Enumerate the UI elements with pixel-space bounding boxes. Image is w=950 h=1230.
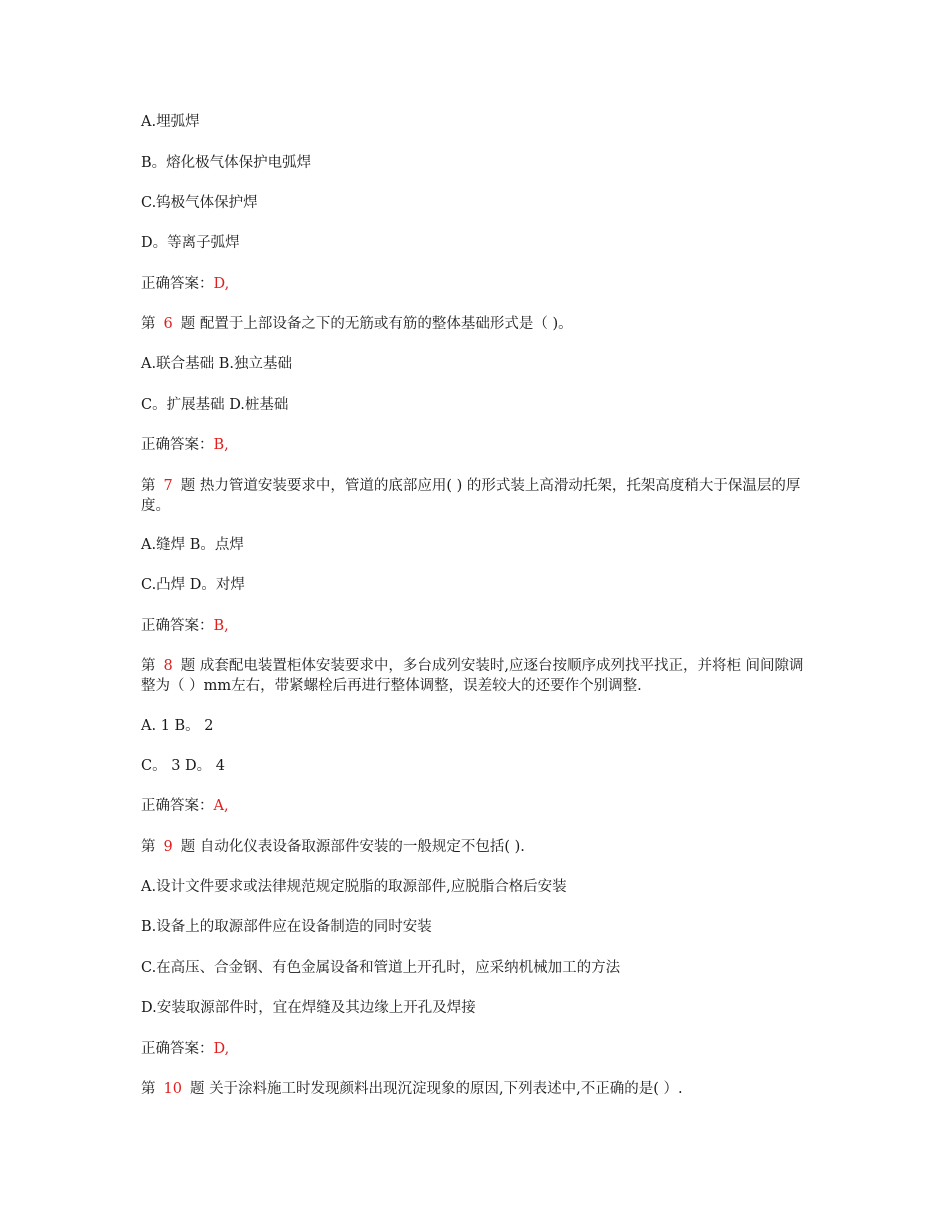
q7-number: 7 <box>163 478 173 494</box>
q5-option-a: A.埋弧焊 <box>141 114 200 130</box>
q9-option-a: A.设计文件要求或法律规范规定脱脂的取源部件,应脱脂合格后安装 <box>141 879 567 895</box>
q5-option-d: D。等离子弧焊 <box>141 235 240 251</box>
q9-option-b: B.设备上的取源部件应在设备制造的同时安装 <box>141 919 432 935</box>
q-suffix: 题 <box>180 316 196 332</box>
q9-heading <box>141 837 821 857</box>
q7-options-ab: A.缝焊 B。点焊 <box>141 537 244 553</box>
q8-options-ab: A. 1 B。 2 <box>141 718 214 734</box>
q8-number: 8 <box>163 658 173 674</box>
answer-label: 正确答案： <box>141 437 214 453</box>
q-suffix: 题 <box>180 478 196 494</box>
q6-options-ab: A.联合基础 B.独立基础 <box>141 356 292 372</box>
q10-number: 10 <box>163 1081 182 1097</box>
q6-text: 配置于上部设备之下的无筋或有筋的整体基础形式是（ )。 <box>199 316 573 332</box>
q9-option-d: D.安装取源部件时，宜在焊缝及其边缘上开孔及焊接 <box>141 1000 476 1016</box>
q6-answer <box>141 435 821 455</box>
answer-label: 正确答案： <box>141 276 214 292</box>
q9-text: 自动化仪表设备取源部件安装的一般规定不包括( ). <box>199 839 525 855</box>
q5-answer <box>141 274 821 294</box>
q10-heading <box>141 1079 821 1099</box>
q7-text: 热力管道安装要求中，管道的底部应用( ) 的形式装上高滑动托架，托架高度稍大于保温层的厚度。 <box>141 478 801 514</box>
q-suffix: 题 <box>189 1081 205 1097</box>
q-prefix: 第 <box>141 1081 156 1097</box>
q5-option-b: B。熔化极气体保护电弧焊 <box>141 155 312 171</box>
answer-label: 正确答案： <box>141 798 214 814</box>
q-suffix: 题 <box>180 839 196 855</box>
q8-text: 成套配电装置柜体安装要求中，多台成列安装时,应逐台按顺序成列找平找正，并将柜 间间隙调整为（ ）mm左右，带紧螺栓后再进行整体调整，误差较大的还要作个别调整. <box>141 658 804 694</box>
q7-options-cd: C.凸焊 D。对焊 <box>141 577 245 593</box>
q9-number: 9 <box>163 839 173 855</box>
q6-heading <box>141 314 821 334</box>
q6-options-cd: C。扩展基础 D.桩基础 <box>141 397 289 413</box>
q9-answer <box>141 1039 821 1059</box>
q10-text: 关于涂料施工时发现颜料出现沉淀现象的原因,下列表述中,不正确的是( ）. <box>209 1081 683 1097</box>
q-prefix: 第 <box>141 478 156 494</box>
q7-answer <box>141 616 821 636</box>
answer-value: B, <box>213 618 229 634</box>
q-prefix: 第 <box>141 316 156 332</box>
answer-value: A, <box>213 798 229 814</box>
answer-value: D, <box>213 1041 230 1057</box>
answer-value: D, <box>213 276 230 292</box>
q8-answer <box>141 796 821 816</box>
answer-value: B, <box>213 437 229 453</box>
q8-heading <box>141 656 811 696</box>
q8-options-cd: C。 3 D。 4 <box>141 758 225 774</box>
q7-heading <box>141 476 811 516</box>
q-prefix: 第 <box>141 839 156 855</box>
q-prefix: 第 <box>141 658 156 674</box>
q9-option-c: C.在高压、合金钢、有色金属设备和管道上开孔时，应采纳机械加工的方法 <box>141 960 621 976</box>
answer-label: 正确答案： <box>141 1041 214 1057</box>
q5-option-c: C.钨极气体保护焊 <box>141 195 258 211</box>
q6-number: 6 <box>163 316 173 332</box>
q-suffix: 题 <box>180 658 196 674</box>
answer-label: 正确答案： <box>141 618 214 634</box>
